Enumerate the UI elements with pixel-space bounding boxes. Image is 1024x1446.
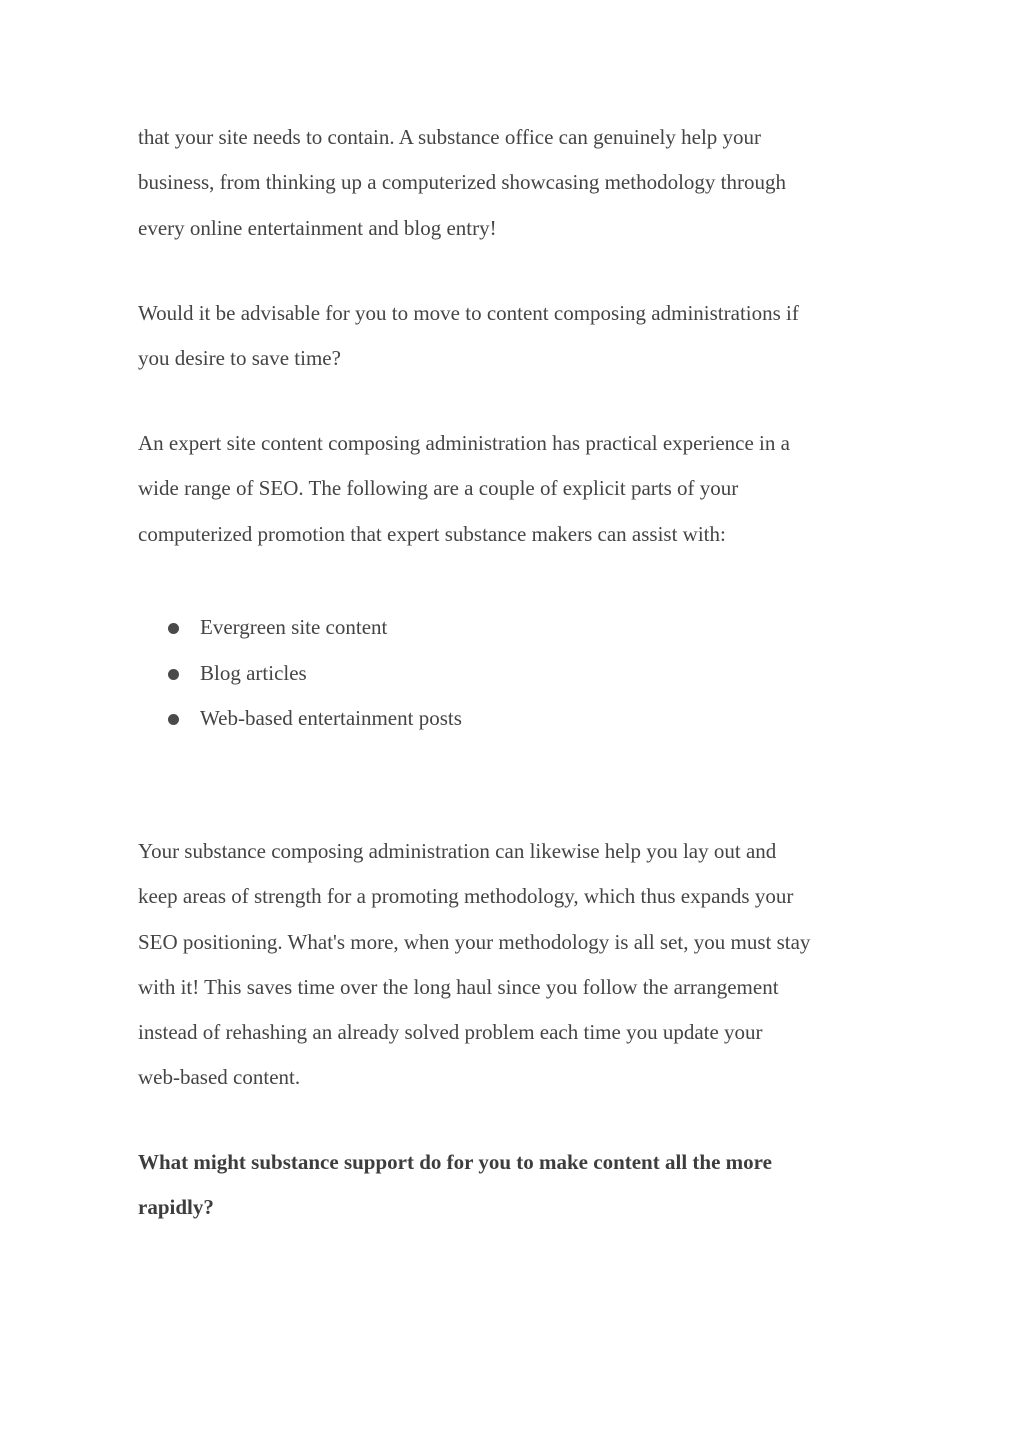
section-heading: What might substance support do for you to make content all the more rapidly?	[138, 1150, 772, 1220]
list-item-text: Evergreen site content	[200, 615, 388, 639]
bullet-icon	[168, 669, 179, 680]
list-item	[138, 696, 838, 742]
paragraph-intro: that your site needs to contain. A substance office can genuinely help your business, from thinking up a computerized showcasing methodology through every online entertainment and blog entry!	[138, 125, 786, 240]
list-item-text: Blog articles	[200, 660, 307, 685]
paragraph-expert-services: An expert site content composing administration has practical experience in a wide range of SEO. The following are a couple of explicit parts of your computerized promotion that expert substance makers can assist with:	[138, 431, 790, 546]
bullet-list	[138, 605, 838, 742]
bullet-icon	[168, 714, 179, 725]
bullet-icon	[168, 623, 179, 634]
list-item	[138, 651, 838, 697]
paragraph-question: Would it be advisable for you to move to content composing administrations if you desire to save time?	[138, 301, 799, 371]
paragraph-strategy: Your substance composing administration can likewise help you lay out and keep areas of strength for a promoting methodology, which thus expands your SEO positioning. What's more, when your methodology is all set, you must stay with it! This saves time over the long haul since you follow the arrangement instead of rehashing an already solved problem each time you update your web-based content.	[138, 839, 811, 1090]
list-item-text: Web-based entertainment posts	[200, 706, 462, 730]
list-item	[138, 605, 838, 651]
